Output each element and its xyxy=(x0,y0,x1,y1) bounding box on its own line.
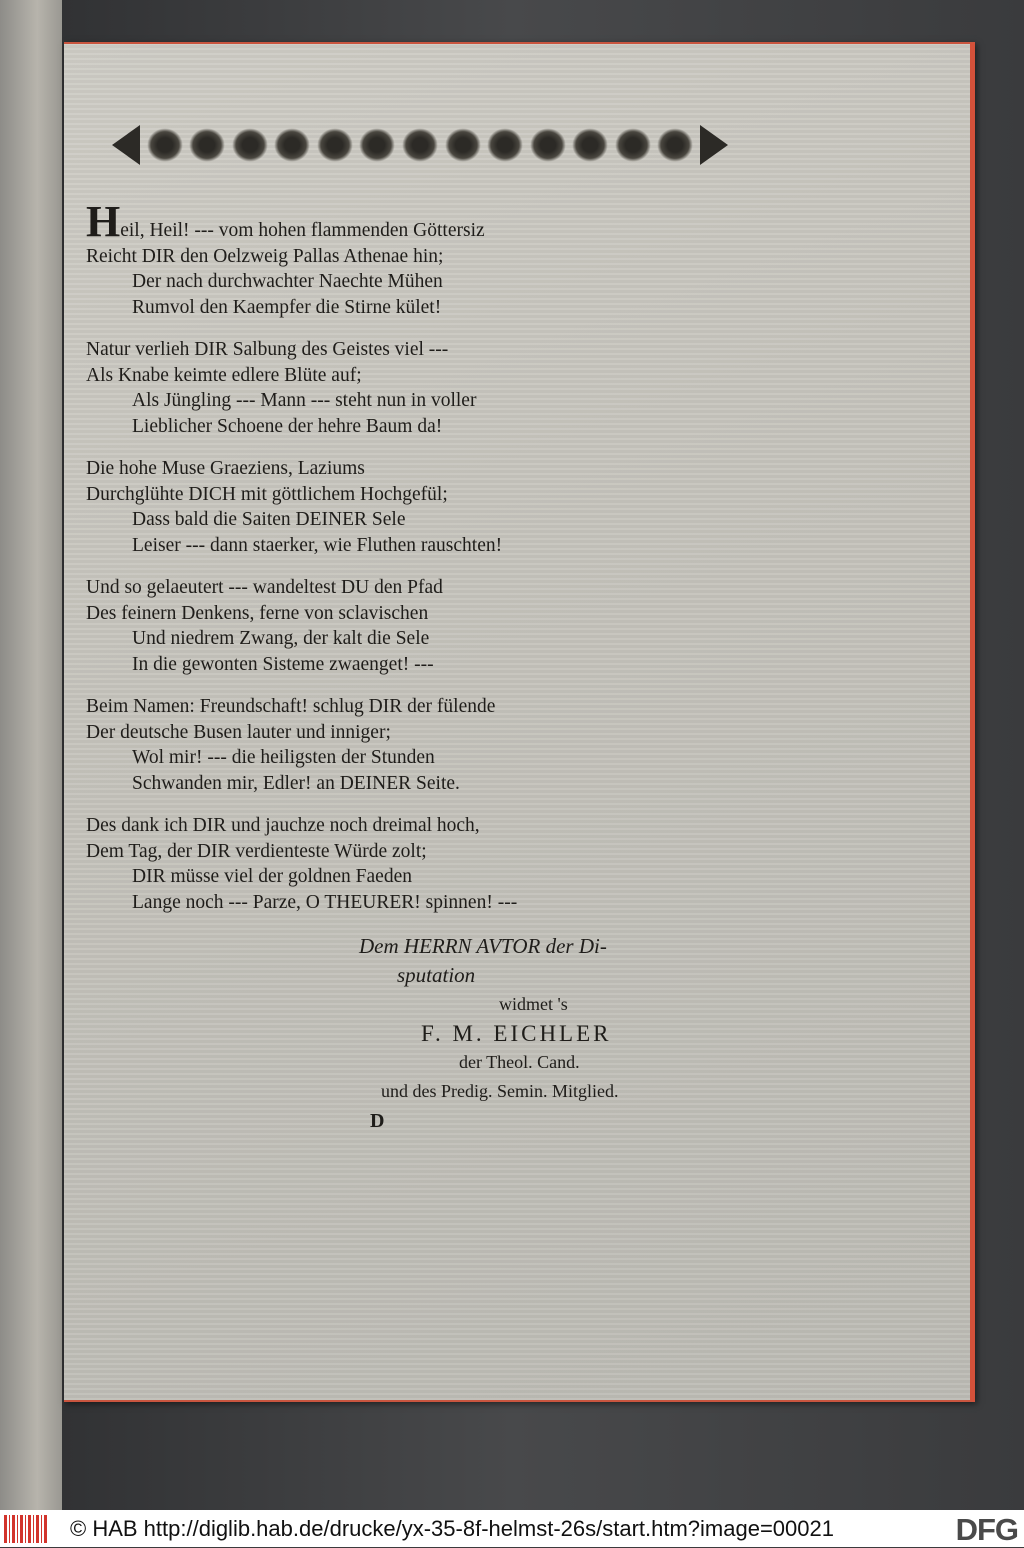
poem-line-text: Dass bald die Saiten DEINER Sele xyxy=(132,509,406,530)
poem-line xyxy=(86,337,766,363)
footer-bar xyxy=(0,1510,1024,1547)
poem-line xyxy=(86,813,766,839)
dedication-line: der Theol. Cand. xyxy=(459,1052,580,1072)
poem-line-text: eil, Heil! --- vom hohen flammenden Göttersiz xyxy=(120,220,485,241)
dedication-line: Dem HERRN AVTOR der Di- xyxy=(359,934,607,958)
poem-line xyxy=(86,839,766,865)
ornament-piece-icon xyxy=(402,128,438,162)
poem-line-text: Reicht DIR den Oelzweig Pallas Athenae hin; xyxy=(86,245,444,267)
stanza xyxy=(86,813,766,915)
poem-line xyxy=(86,652,766,678)
poem-line xyxy=(86,197,766,246)
poem-line-text: Als Jüngling --- Mann --- steht nun in voller xyxy=(132,390,477,411)
poem-line xyxy=(86,363,766,389)
ornament-piece-icon xyxy=(530,128,566,162)
poem-line xyxy=(86,575,766,601)
author-name: F. M. EICHLER xyxy=(421,1021,612,1046)
dedication-line: widmet 's xyxy=(499,994,568,1014)
poem-line-text: Rumvol den Kaempfer die Stirne kület! xyxy=(132,296,442,318)
signature-mark: D xyxy=(370,1110,385,1132)
ornament-piece-icon xyxy=(189,128,225,162)
stanza xyxy=(86,456,766,558)
poem-line-text: Des dank ich DIR und jauchze noch dreimal hoch, xyxy=(86,815,480,836)
poem-line xyxy=(86,694,766,720)
poem-line xyxy=(86,414,766,440)
poem-line xyxy=(86,269,766,295)
previous-page-edge xyxy=(0,0,62,1510)
stanza xyxy=(86,337,766,439)
dedication-line: und des Predig. Semin. Mitglied. xyxy=(381,1081,619,1101)
poem-line-text: Wol mir! --- die heiligsten der Stunden xyxy=(132,747,435,768)
poem-line xyxy=(86,482,766,508)
stanza xyxy=(86,575,766,677)
ornament-piece-icon xyxy=(359,128,395,162)
poem-line xyxy=(86,456,766,482)
poem-line-text: Leiser --- dann staerker, wie Fluthen rauschten! xyxy=(132,534,503,556)
poem-line xyxy=(86,720,766,746)
poem xyxy=(86,197,766,932)
poem-line-text: Schwanden mir, Edler! an DEINER Seite. xyxy=(132,772,460,794)
poem-line xyxy=(86,626,766,652)
poem-line xyxy=(86,864,766,890)
poem-line xyxy=(86,533,766,559)
poem-line xyxy=(86,244,766,270)
poem-line-text: Lange noch --- Parze, O THEURER! spinnen! --- xyxy=(132,891,518,913)
poem-line-text: Als Knabe keimte edlere Blüte auf; xyxy=(86,364,362,386)
poem-line-text: DIR müsse viel der goldnen Faeden xyxy=(132,866,412,887)
poem-line-text: In die gewonten Sisteme zwaenget! --- xyxy=(132,653,434,675)
ornament-piece-icon xyxy=(615,128,651,162)
poem-line-text: Des feinern Denkens, ferne von sclavischen xyxy=(86,602,429,624)
dfg-logo: DFG xyxy=(955,1512,1018,1547)
poem-line-text: Der deutsche Busen lauter und inniger; xyxy=(86,721,391,743)
stanza xyxy=(86,197,766,320)
ornament-piece-icon xyxy=(232,128,268,162)
ornament-piece-icon xyxy=(445,128,481,162)
poem-line xyxy=(86,771,766,797)
poem-line xyxy=(86,295,766,321)
poem-line xyxy=(86,890,766,916)
poem-line-text: Natur verlieh DIR Salbung des Geistes viel --- xyxy=(86,339,449,360)
poem-line xyxy=(86,388,766,414)
ornament-piece-icon xyxy=(572,128,608,162)
poem-line-text: Dem Tag, der DIR verdienteste Würde zolt; xyxy=(86,840,427,862)
dedication-line: sputation xyxy=(397,963,476,987)
poem-line xyxy=(86,745,766,771)
poem-line xyxy=(86,507,766,533)
ornament-piece-icon xyxy=(657,128,693,162)
poem-line-text: Lieblicher Schoene der hehre Baum da! xyxy=(132,415,443,437)
ornament-border xyxy=(112,122,728,168)
ornament-piece-icon xyxy=(487,128,523,162)
poem-line-text: Der nach durchwachter Naechte Mühen xyxy=(132,271,443,292)
barcode-icon xyxy=(4,1515,48,1543)
ornament-end-icon xyxy=(700,125,728,165)
stanza xyxy=(86,694,766,796)
poem-line-text: Beim Namen: Freundschaft! schlug DIR der fülende xyxy=(86,696,496,717)
ornament-piece-icon xyxy=(274,128,310,162)
drop-cap: H xyxy=(86,197,121,246)
poem-line-text: Die hohe Muse Graeziens, Laziums xyxy=(86,458,365,479)
dedication xyxy=(359,932,619,1106)
poem-line-text: Und so gelaeutert --- wandeltest DU den Pfad xyxy=(86,577,443,598)
footer-credit[interactable]: © HAB http://diglib.hab.de/drucke/yx-35-8f-helmst-26s/start.htm?image=00021 xyxy=(70,1515,834,1541)
ornament-end-icon xyxy=(112,125,140,165)
poem-line-text: Und niedrem Zwang, der kalt die Sele xyxy=(132,628,430,649)
poem-line-text: Durchglühte DICH mit göttlichem Hochgefül; xyxy=(86,483,448,505)
ornament-piece-icon xyxy=(147,128,183,162)
document-page xyxy=(64,42,975,1402)
ornament-piece-icon xyxy=(317,128,353,162)
poem-line xyxy=(86,601,766,627)
